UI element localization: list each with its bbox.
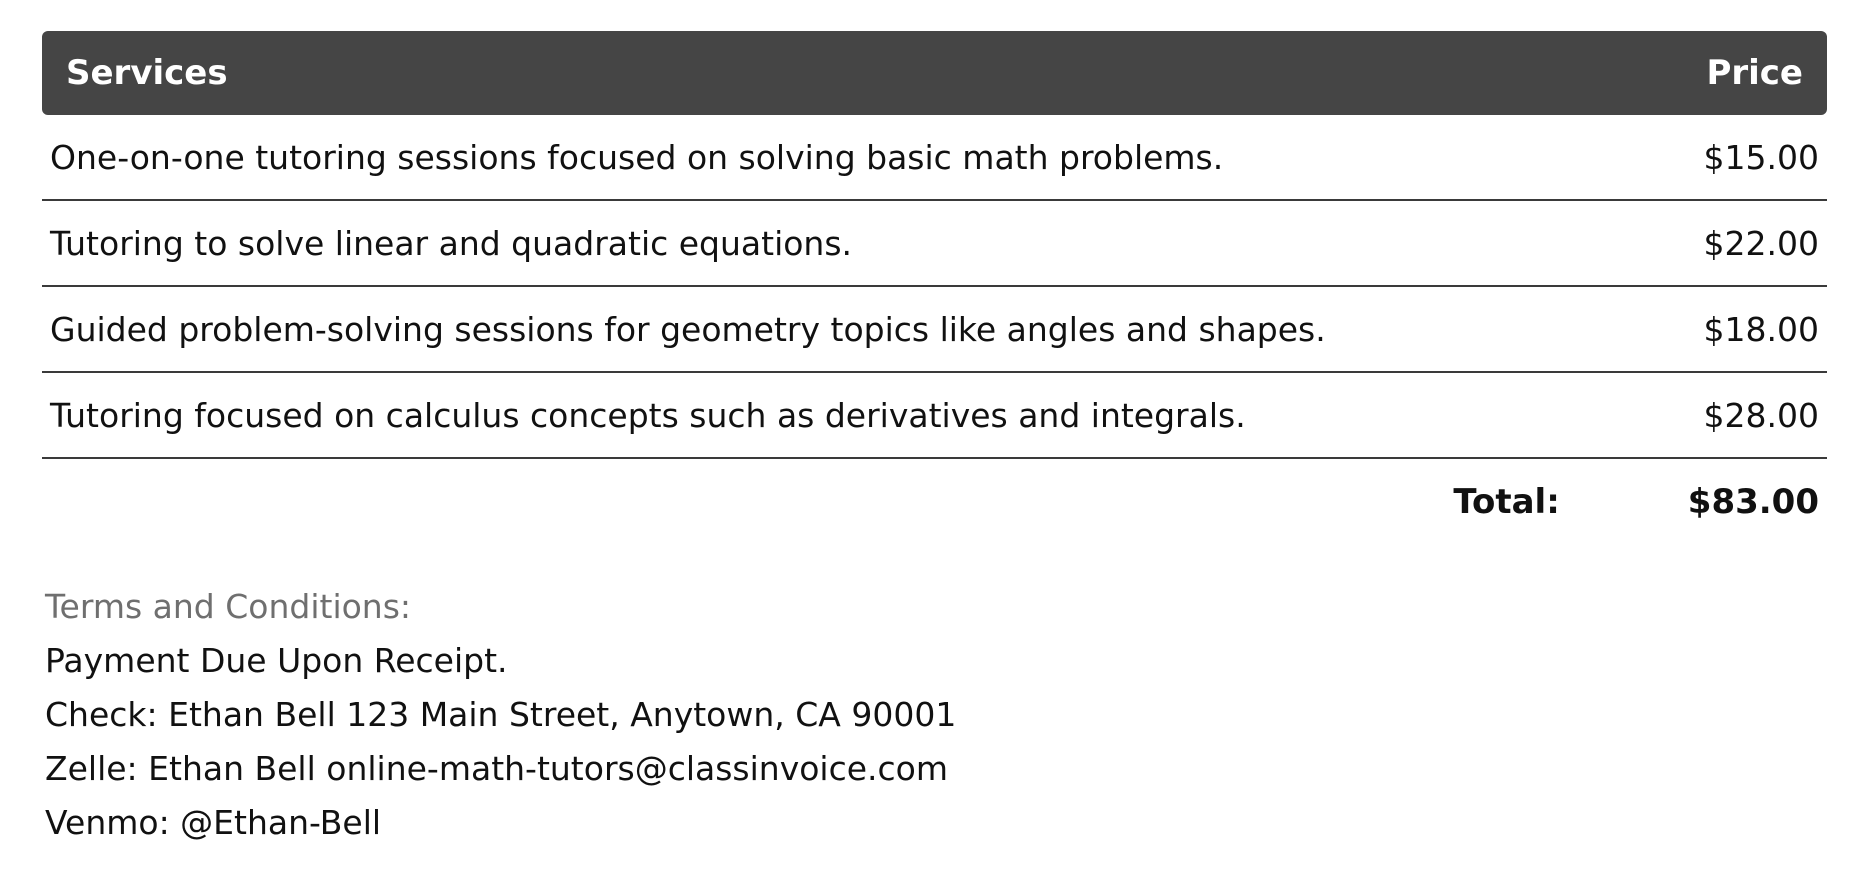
service-price: $18.00 <box>1703 309 1819 349</box>
service-price: $22.00 <box>1703 223 1819 263</box>
check-payment-info: Check: Ethan Bell 123 Main Street, Anytown, CA 90001 <box>45 695 957 734</box>
total-label: Total: <box>1453 482 1560 522</box>
service-price: $15.00 <box>1703 137 1819 177</box>
table-header <box>42 31 1827 115</box>
terms-section <box>45 580 956 850</box>
table-row <box>42 373 1827 459</box>
service-description: Guided problem-solving sessions for geometry topics like angles and shapes. <box>50 309 1326 349</box>
venmo-payment-info: Venmo: @Ethan-Bell <box>45 803 382 842</box>
terms-heading: Terms and Conditions: <box>45 587 412 626</box>
payment-due-note: Payment Due Upon Receipt. <box>45 641 508 680</box>
service-description: Tutoring to solve linear and quadratic equations. <box>50 223 853 263</box>
total-value: $83.00 <box>1687 482 1819 522</box>
service-description: One-on-one tutoring sessions focused on solving basic math problems. <box>50 137 1224 177</box>
total-row <box>42 459 1827 545</box>
service-price: $28.00 <box>1703 395 1819 435</box>
table-row <box>42 201 1827 287</box>
services-table <box>42 31 1827 545</box>
table-row <box>42 115 1827 201</box>
table-row <box>42 287 1827 373</box>
services-column-header: Services <box>66 53 228 93</box>
zelle-payment-info: Zelle: Ethan Bell online-math-tutors@classinvoice.com <box>45 749 949 788</box>
price-column-header: Price <box>1706 53 1803 93</box>
service-description: Tutoring focused on calculus concepts such as derivatives and integrals. <box>50 395 1246 435</box>
